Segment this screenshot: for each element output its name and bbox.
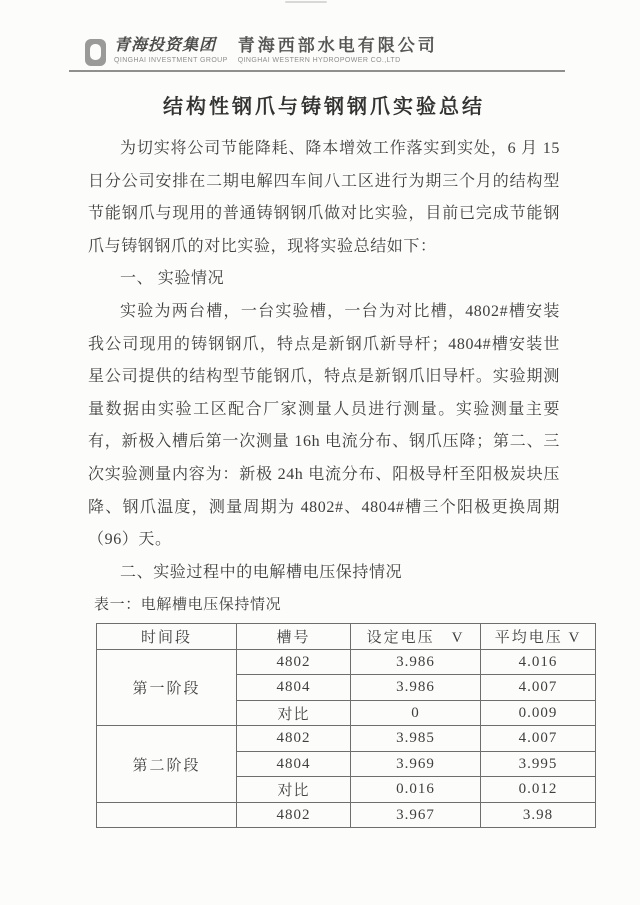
group-brand — [114, 36, 228, 65]
paragraph-intro: 为切实将公司节能降耗、降本增效工作落实到实处，6 月 15 日分公司安排在二期电解四车间八工区进行为期三个月的结构型节能钢爪与现用的普通铸钢钢爪做对比实验，目前已完成节能钢爪与铸钢钢爪的对比实验，现将实验总结如下： — [88, 140, 560, 255]
set-voltage-cell: 3.985 — [351, 726, 481, 752]
stage-3-label — [97, 802, 237, 828]
letterhead-divider — [69, 70, 565, 72]
avg-voltage-cell: 0.009 — [481, 700, 596, 726]
col-header-period: 时间段 — [97, 624, 237, 650]
pot-cell: 对比 — [237, 700, 351, 726]
voltage-table — [96, 623, 596, 828]
set-voltage-cell: 3.986 — [351, 649, 481, 675]
group-name-en: QINGHAI INVESTMENT GROUP — [114, 57, 228, 64]
stage-1-label: 第一阶段 — [97, 649, 237, 726]
col-header-avg-voltage: 平均电压 V — [481, 624, 596, 650]
avg-voltage-cell: 3.98 — [481, 802, 596, 828]
set-voltage-cell: 3.967 — [351, 802, 481, 828]
company-name-en: QINGHAI WESTERN HYDROPOWER CO.,LTD — [237, 57, 401, 64]
set-voltage-cell: 0.016 — [351, 777, 481, 803]
stage-2-label: 第二阶段 — [97, 726, 237, 803]
company-logo-icon-inner — [90, 44, 101, 60]
company-logo-icon — [85, 39, 106, 66]
paragraph-experiment: 实验为两台槽，一台实验槽，一台为对比槽，4802#槽安装我公司现用的铸钢钢爪，特点是新钢爪新导杆；4804#槽安装世星公司提供的结构型节能钢爪，特点是新钢爪旧导杆。实验期测量数据由实验工区配合厂家测量人员进行测量。实验测量主要有，新极入槽后第一次测量 16h 电流分布、钢爪压降；第二、三次实验测量内容为：新极 24h 电流分布、阳极导杆至阳极炭块压降、钢爪温度，测量周期为 4802#、4804#槽三个阳极更换周期（96）天。 — [88, 302, 560, 549]
document-title: 结构性钢爪与铸钢钢爪实验总结 — [163, 96, 485, 118]
avg-voltage-cell: 0.012 — [481, 777, 596, 803]
pot-cell: 4802 — [237, 649, 351, 675]
section-2-heading: 二、实验过程中的电解槽电压保持情况 — [120, 563, 403, 581]
set-voltage-cell: 0 — [351, 700, 481, 726]
pot-cell: 4804 — [237, 675, 351, 701]
letterhead — [85, 36, 560, 72]
avg-voltage-cell: 4.007 — [481, 726, 596, 752]
col-header-pot: 槽号 — [237, 624, 351, 650]
pot-cell: 4802 — [237, 802, 351, 828]
company-name-cn: 青海西部水电有限公司 — [237, 36, 438, 55]
group-name-cn: 青海投资集团 — [114, 37, 217, 54]
pot-cell: 4804 — [237, 751, 351, 777]
company-brand — [238, 36, 438, 65]
table-caption: 表一：电解槽电压保持情况 — [94, 597, 282, 614]
pot-cell: 4802 — [237, 726, 351, 752]
table-row — [97, 649, 596, 675]
letterhead-logo-row — [85, 36, 560, 66]
set-voltage-cell: 3.969 — [351, 751, 481, 777]
avg-voltage-cell: 3.995 — [481, 751, 596, 777]
pot-cell: 对比 — [237, 777, 351, 803]
section-1-heading: 一、 实验情况 — [120, 270, 225, 288]
col-header-set-voltage: 设定电压 V — [351, 624, 481, 650]
avg-voltage-cell: 4.016 — [481, 649, 596, 675]
scan-artifact — [285, 1, 327, 3]
set-voltage-cell: 3.986 — [351, 675, 481, 701]
avg-voltage-cell: 4.007 — [481, 675, 596, 701]
table-row — [97, 726, 596, 752]
table-row — [97, 802, 596, 828]
table-header-row — [97, 624, 596, 650]
